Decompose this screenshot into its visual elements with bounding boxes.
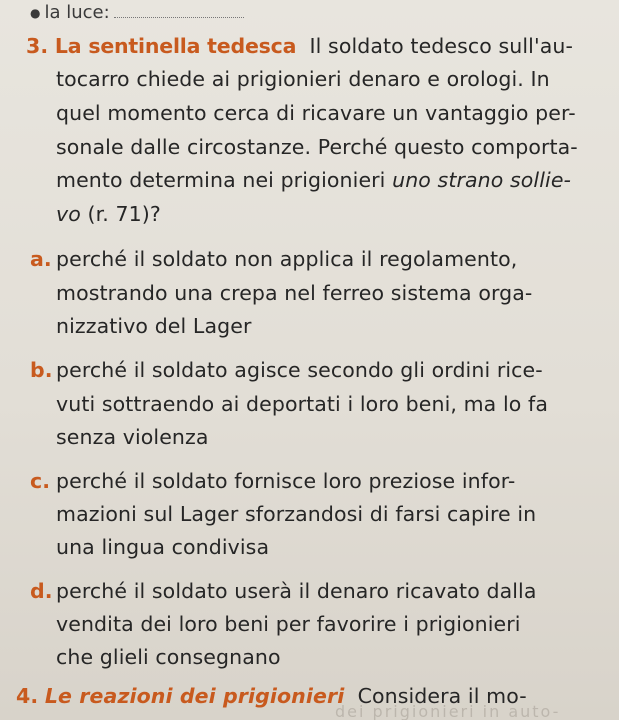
option-a-line-1 — [30, 247, 517, 271]
exercise-number: 4. — [16, 684, 39, 708]
option-text: perché il soldato non applica il regolamento, — [56, 247, 518, 271]
answer-dotted-line — [114, 3, 244, 18]
option-d-line-3: che glieli consegnano — [56, 645, 281, 669]
quoted-text: vo — [56, 202, 81, 226]
option-c-line-2: mazioni sul Lager sforzandosi di farsi capire in — [56, 502, 537, 526]
previous-question-fragment — [30, 2, 244, 23]
exercise-heading: La sentinella tedesca — [54, 34, 297, 58]
line-reference: (r. 71)? — [80, 202, 161, 226]
exercise-text: mento determina nei prigionieri — [56, 168, 393, 192]
exercise-heading: Le reazioni dei prigionieri — [44, 684, 345, 708]
option-b-line-2: vuti sottraendo ai deportati i loro beni, ma lo fa — [56, 392, 548, 416]
exercise-3-line-6 — [56, 202, 161, 226]
option-a-line-2: mostrando una crepa nel ferreo sistema orga- — [56, 281, 533, 305]
exercise-text: Considera il mo- — [357, 684, 527, 708]
option-a-line-3: nizzativo del Lager — [56, 314, 252, 338]
option-text: perché il soldato userà il denaro ricavato dalla — [56, 579, 537, 603]
exercise-3-line-1 — [26, 34, 573, 58]
option-c-line-1 — [30, 469, 515, 493]
option-text: perché il soldato agisce secondo gli ordini rice- — [56, 358, 543, 382]
option-c-letter: c. — [30, 469, 51, 493]
option-c-line-3: una lingua condivisa — [56, 535, 270, 559]
option-a-letter: a. — [30, 247, 52, 271]
exercise-4-line-2-faded: dei prigionieri in auto- — [335, 702, 561, 720]
option-d-line-1 — [30, 579, 536, 603]
option-d-letter: d. — [30, 579, 53, 603]
option-b-letter: b. — [30, 358, 53, 382]
option-text: perché il soldato fornisce loro preziose infor- — [56, 469, 516, 493]
exercise-3-line-2: tocarro chiede ai prigionieri denaro e orologi. In — [56, 67, 550, 91]
quoted-text: uno strano sollie- — [392, 168, 572, 192]
option-d-line-2: vendita dei loro beni per favorire i prigionieri — [56, 612, 521, 636]
option-b-line-1 — [30, 358, 543, 382]
option-b-line-3: senza violenza — [56, 425, 209, 449]
fragment-text: la luce: — [44, 2, 110, 23]
exercise-3-line-3: quel momento cerca di ricavare un vantaggio per- — [56, 101, 576, 125]
exercise-text: Il soldato tedesco sull'au- — [309, 34, 573, 58]
exercise-3-line-4: sonale dalle circostanze. Perché questo comporta- — [56, 135, 578, 159]
bullet-icon: ● — [30, 6, 41, 20]
exercise-3-line-5 — [56, 168, 571, 192]
exercise-number: 3. — [26, 34, 49, 58]
